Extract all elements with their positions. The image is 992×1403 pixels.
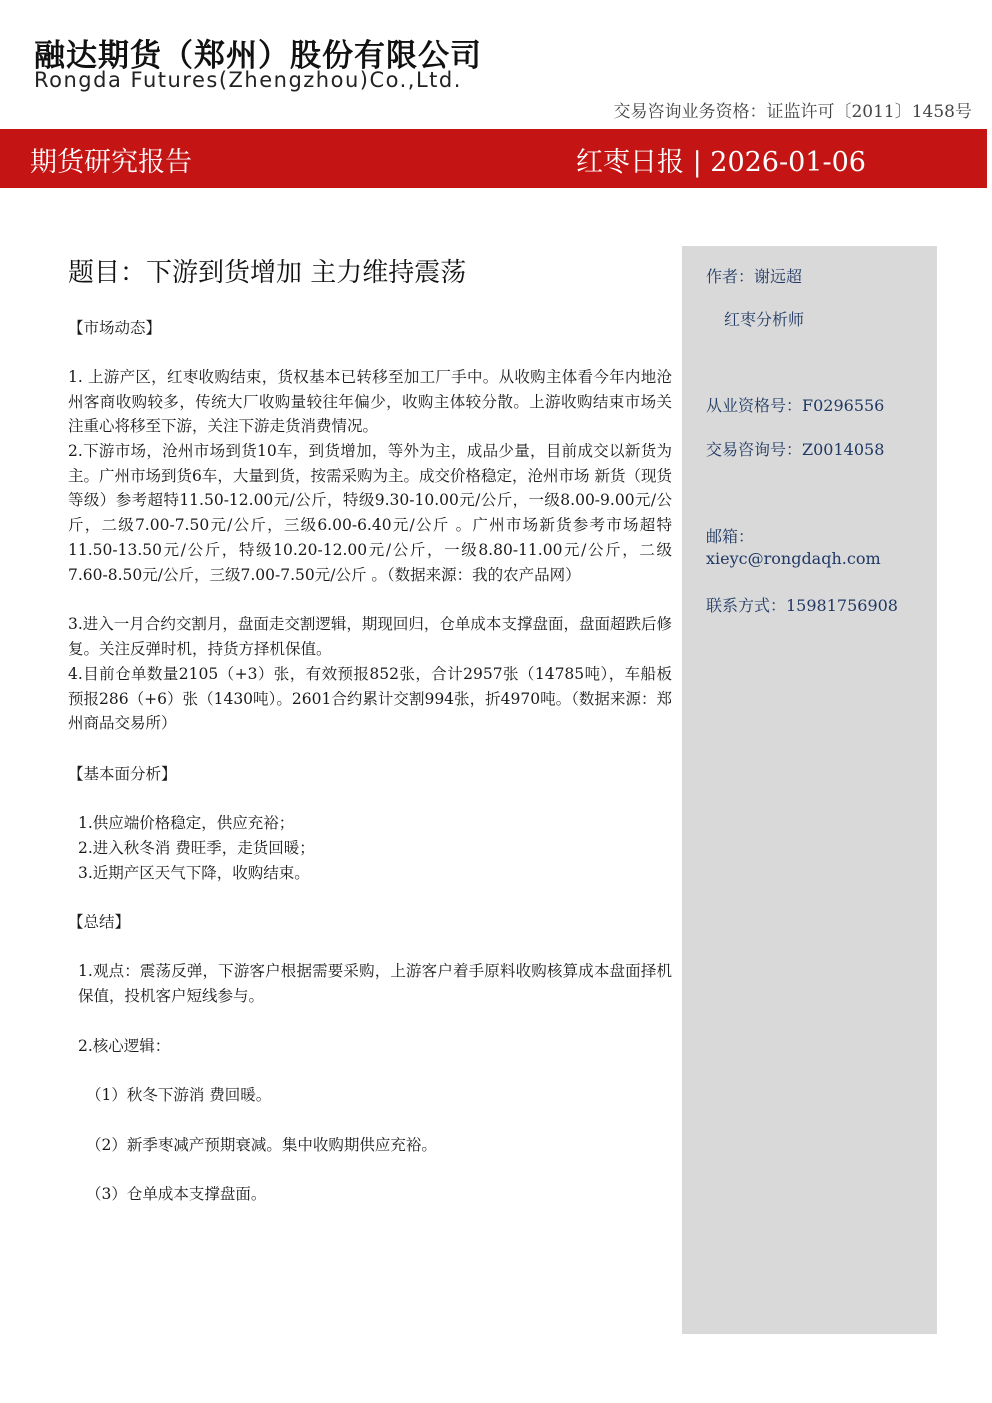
company-name-cn: 融达期货（郑州）股份有限公司 (34, 38, 482, 74)
section-heading-summary: 【总结】 (68, 913, 131, 931)
core-logic-item-3: （3）仓单成本支撑盘面。 (86, 1185, 267, 1203)
author-sidebar (682, 246, 937, 1334)
market-paragraph-1: 1. 上游产区，红枣收购结束，货权基本已转移至加工厂手中。从收购主体看今年内地沧州客商收购较多，传统大厂收购量较往年偏少，收购主体较分散。上游收购结束市场关注重心将移至下游，关注下游走货消费情况。 (68, 368, 672, 436)
market-paragraph-2: 2.下游市场，沧州市场到货10车，到货增加，等外为主，成品少量，目前成交以新货为主。广州市场到货6车，大量到货，按需采购为主。成交价格稳定，沧州市场 新货（现货等级）参考超特11.50-12.00元/公斤，特级9.30-10.00元/公斤，一级8.00-9.00元/公斤，二级7.00-7.50元/公斤，三级6.00-6.40元/公斤 。广州市场新货参考市场超特11.50-13.50元/公斤，特级10.20-12.00元/公斤，一级8.80-11.00元/公斤，二级7.60-8.50元/公斤，三级7.00-7.50元/公斤 。（数据来源：我的农产品网） (68, 442, 672, 584)
summary-view: 1.观点：震荡反弹，下游客户根据需要采购，上游客户着手原料收购核算成本盘面择机保值，投机客户短线参与。 (78, 962, 672, 1005)
banner-report-date: 红枣日报 | 2026-01-06 (576, 147, 866, 178)
company-name-en: Rongda Futures(Zhengzhou)Co.,Ltd. (34, 68, 462, 92)
market-paragraph-4: 4.目前仓单数量2105（+3）张，有效预报852张，合计2957张（14785吨），车船板预报286（+6）张（1430吨）。2601合约累计交割994张，折4970吨。（数据来源：郑州商品交易所） (68, 665, 672, 733)
market-paragraph-3: 3.进入一月合约交割月，盘面走交割逻辑，期现回归，仓单成本支撑盘面，盘面超跌后修复。关注反弹时机，持货方择机保值。 (68, 615, 672, 658)
fundamental-item-3: 3.近期产区天气下降，收购结束。 (78, 864, 310, 882)
license-text: 交易咨询业务资格：证监许可〔2011〕1458号 (613, 102, 972, 122)
banner-report-type: 期货研究报告 (30, 147, 192, 178)
author-name: 作者：谢远超 (706, 267, 803, 286)
report-banner (0, 129, 987, 188)
consult-number: 交易咨询号：Z0014058 (706, 440, 885, 459)
section-heading-fundamental: 【基本面分析】 (68, 765, 177, 783)
fundamental-item-2: 2.进入秋冬消 费旺季，走货回暖； (78, 839, 315, 857)
contact-phone: 联系方式：15981756908 (706, 596, 898, 615)
author-role: 红枣分析师 (724, 310, 805, 329)
core-logic-item-1: （1）秋冬下游消 费回暖。 (86, 1086, 272, 1104)
qualification-number: 从业资格号：F0296556 (706, 396, 885, 415)
fundamental-item-1: 1.供应端价格稳定，供应充裕； (78, 814, 295, 832)
core-logic-item-2: （2）新季枣减产预期衰减。集中收购期供应充裕。 (86, 1136, 437, 1154)
section-heading-market: 【市场动态】 (68, 319, 162, 337)
email-label: 邮箱： (706, 527, 755, 546)
email-link[interactable]: xieyc@rongdaqh.com (706, 549, 881, 568)
report-title: 题目：下游到货增加 主力维持震荡 (68, 258, 467, 288)
summary-core-logic: 2.核心逻辑： (78, 1037, 171, 1055)
